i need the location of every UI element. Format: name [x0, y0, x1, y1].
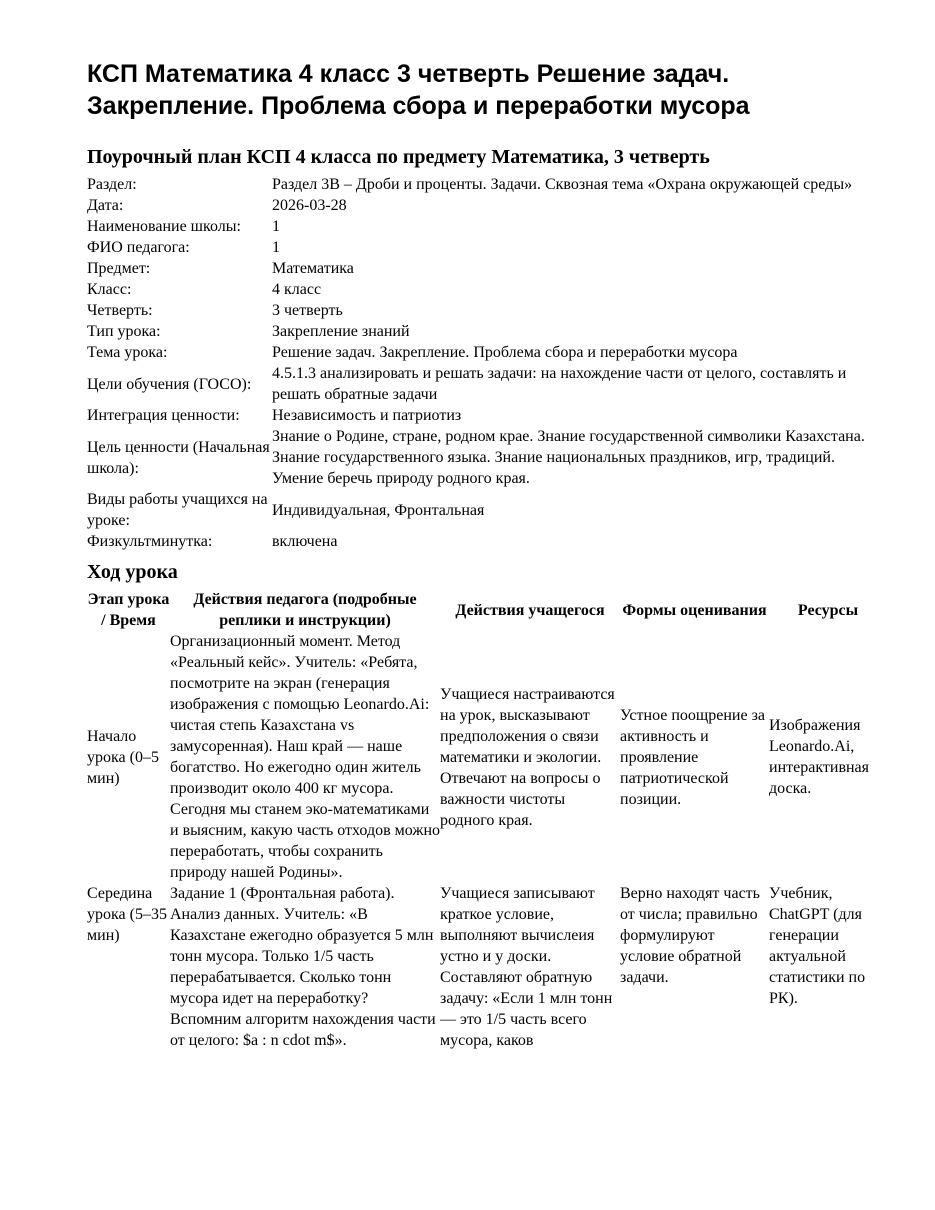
info-key: Класс: [87, 281, 132, 298]
lesson-plan-table [87, 589, 887, 1051]
info-value: 2026-03-28 [272, 197, 347, 214]
info-row [87, 321, 887, 342]
info-row [87, 258, 887, 279]
section-heading: Ход урока [87, 561, 178, 583]
info-key: Физкультминутка: [87, 533, 213, 550]
info-key: Четверть: [87, 302, 153, 319]
info-row [87, 405, 887, 426]
info-key: Дата: [87, 197, 124, 214]
info-row [87, 174, 887, 195]
info-row [87, 426, 887, 489]
plan-row [87, 631, 887, 883]
plan-subtitle: Поурочный план КСП 4 класса по предмету Математика, 3 четверть [87, 146, 710, 168]
teacher-cell: Задание 1 (Фронтальная работа). Анализ данных. Учитель: «В Казахстане ежегодно образуется 5 млн тонн мусора. Только 1/5 часть перерабатывается. Сколько тонн мусора идет на переработку? Вспомним алгоритм нахождения части от целого: $a : n cdot m$». [170, 885, 436, 1049]
info-row [87, 489, 887, 531]
info-row [87, 279, 887, 300]
info-row [87, 363, 887, 405]
info-row [87, 342, 887, 363]
teacher-cell: Организационный момент. Метод «Реальный кейс». Учитель: «Ребята, посмотрите на экран (генерация изображения с помощью Leonardo.Ai: чистая степь Казахстана vs замусоренная). Наш край — наше богатство. Но ежегодно один житель производит около 400 кг мусора. Сегодня мы станем эко-математиками и выясним, какую часть отходов можно переработать, чтобы сохранить природу нашей Родины». [170, 633, 440, 881]
resources-cell: Изображения Leonardo.Ai, интерактивная доска. [769, 717, 870, 797]
student-cell: Учащиеся записывают краткое условие, выполняют вычислеия устно и у доски. Составляют обратную задачу: «Если 1 млн тонн — это 1/5 часть всего мусора, каков [440, 885, 613, 1049]
stage-cell: Середина урока (5–35 мин) [87, 885, 167, 944]
info-row [87, 216, 887, 237]
info-value: 1 [272, 239, 280, 256]
info-value: Раздел 3В – Дроби и проценты. Задачи. Сквозная тема «Охрана окружающей среды» [272, 176, 853, 193]
info-key: Интеграция ценности: [87, 407, 240, 424]
info-value: Независимость и патриотиз [272, 407, 462, 424]
header-assessment: Формы оценивания [622, 601, 767, 619]
assessment-cell: Устное поощрение за активность и проявление патриотической позиции. [620, 706, 765, 808]
info-row [87, 237, 887, 258]
info-value: 4 класс [272, 281, 322, 298]
document-page [87, 58, 887, 1051]
info-value: включена [272, 533, 338, 550]
info-key: Цели обучения (ГОСО): [87, 375, 252, 393]
header-student: Действия учащегося [455, 601, 605, 619]
info-value: 3 четверть [272, 302, 343, 319]
info-key: Цель ценности (Начальная школа): [87, 438, 270, 477]
info-value: 1 [272, 218, 280, 235]
header-resources: Ресурсы [797, 601, 859, 619]
info-value: Индивидуальная, Фронтальная [272, 501, 485, 519]
lesson-info-table [87, 174, 887, 552]
info-key: Тип урока: [87, 323, 161, 340]
info-key: ФИО педагога: [87, 239, 190, 256]
student-cell: Учащиеся настраиваются на урок, высказывают предположения о связи математики и экологии. Отвечают на вопросы о важности чистоты родного края. [440, 685, 615, 829]
info-value: Решение задач. Закрепление. Проблема сбора и переработки мусора [272, 344, 738, 361]
info-key: Тема урока: [87, 344, 168, 361]
info-key: Наименование школы: [87, 218, 241, 235]
assessment-cell: Верно находят часть от числа; правильно формулируют условие обратной задачи. [620, 885, 760, 986]
info-key: Предмет: [87, 260, 151, 277]
info-row [87, 300, 887, 321]
resources-cell: Учебник, ChatGPT (для генерации актуальной статистики по РК). [769, 885, 866, 1007]
stage-cell: Начало урока (0–5 мин) [87, 727, 159, 787]
info-value: 4.5.1.3 анализировать и решать задачи: на нахождение части от целого, составлять и решать обратные задачи [272, 365, 847, 403]
info-key: Виды работы учащихся на уроке: [87, 491, 268, 529]
header-teacher: Действия педагога (подробные реплики и инструкции) [193, 591, 417, 629]
info-value: Закрепление знаний [272, 323, 410, 340]
info-value: Знание о Родине, стране, родном крае. Знание государственной символики Казахстана. Знание государственного языка. Знание национальных праздников, игр, традиций. Умение беречь природу родного края. [272, 428, 865, 487]
page-title: КСП Математика 4 класс 3 четверть Решение задач. Закрепление. Проблема сбора и переработки мусора [87, 60, 750, 120]
plan-row [87, 883, 887, 1051]
plan-header-row [87, 589, 887, 631]
info-key: Раздел: [87, 176, 137, 193]
header-stage: Этап урока / Время [87, 591, 170, 629]
info-row [87, 531, 887, 552]
info-row [87, 195, 887, 216]
info-value: Математика [272, 260, 354, 277]
